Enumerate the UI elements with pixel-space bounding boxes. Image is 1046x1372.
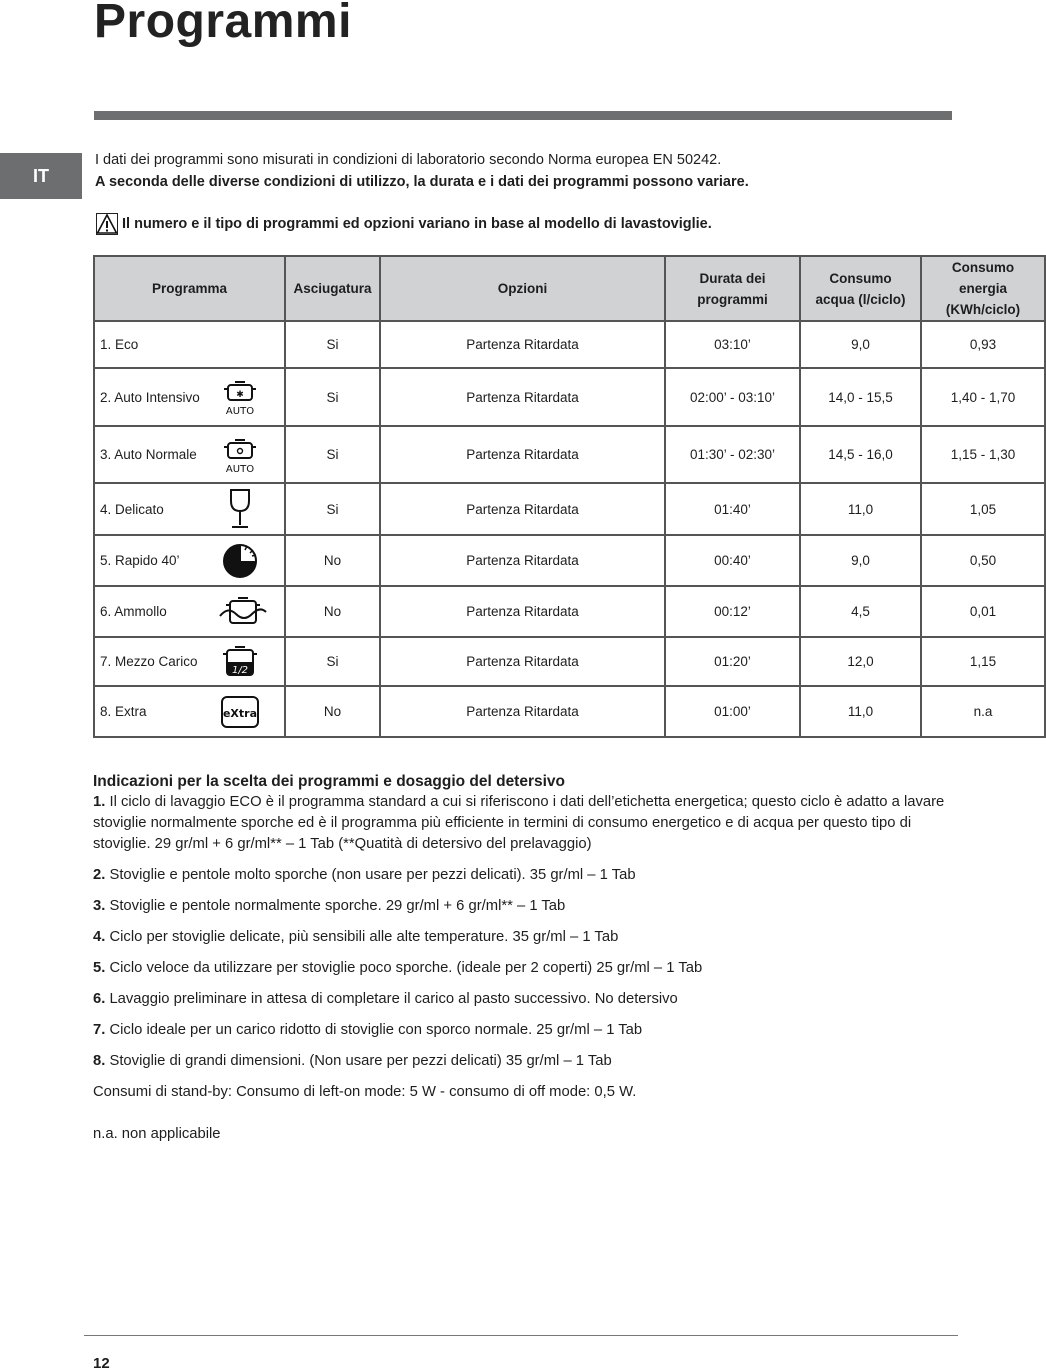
program-name: 6. Ammollo: [100, 604, 167, 619]
programs-table: [93, 255, 1046, 738]
note-item: 1. Il ciclo di lavaggio ECO è il programma standard a cui si riferiscono i dati dell’etichetta energetica; questo ciclo è adatto a lavare stoviglie normalmente sporche ed è il programma più efficiente in termini di consumo energetico e di acqua per questo tipo di stoviglie. 29 gr/ml + 6 gr/ml** – 1 Tab (**Quatità di detersivo del prelavaggio): [93, 794, 945, 852]
program-name: 3. Auto Normale: [100, 447, 197, 462]
na-note: n.a. non applicabile: [93, 1126, 221, 1142]
program-name: 7. Mezzo Carico: [100, 654, 198, 669]
dry-cell: No: [285, 586, 380, 637]
water-cell: 12,0: [800, 637, 921, 686]
option-cell: Partenza Ritardata: [380, 321, 665, 368]
duration-cell: 01:20’: [665, 637, 800, 686]
auto-normal-icon: [220, 435, 260, 475]
svg-text:AUTO: AUTO: [225, 463, 255, 475]
duration-cell: 01:40’: [665, 483, 800, 535]
extra-icon: [220, 695, 260, 729]
svg-text:eXtra: eXtra: [222, 706, 258, 720]
option-cell: Partenza Ritardata: [380, 368, 665, 426]
duration-cell: 03:10’: [665, 321, 800, 368]
svg-text:✱: ✱: [236, 390, 244, 400]
intro-line-1: I dati dei programmi sono misurati in condizioni di laboratorio secondo Norma europea EN 50242.: [95, 152, 722, 168]
note-item: 6. Lavaggio preliminare in attesa di completare il carico al pasto successivo. No detersivo: [93, 991, 678, 1007]
program-name: 8. Extra: [100, 704, 147, 719]
intro-line-2: A seconda delle diverse condizioni di utilizzo, la durata e i dati dei programmi possono variare.: [95, 174, 749, 190]
dry-cell: No: [285, 686, 380, 737]
language-tab: IT: [0, 153, 82, 199]
energy-cell: 0,93: [921, 321, 1045, 368]
header-asciugatura: Asciugatura: [285, 256, 380, 321]
warning-text: Il numero e il tipo di programmi ed opzioni variano in base al modello di lavastoviglie.: [122, 216, 712, 232]
duration-cell: 01:00’: [665, 686, 800, 737]
table-row: [94, 535, 1045, 586]
auto-intensive-icon: [220, 377, 260, 417]
option-cell: Partenza Ritardata: [380, 483, 665, 535]
energy-cell: 1,05: [921, 483, 1045, 535]
water-cell: 11,0: [800, 483, 921, 535]
warning-line: [96, 213, 712, 235]
note-item: 3. Stoviglie e pentole normalmente sporche. 29 gr/ml + 6 gr/ml** – 1 Tab: [93, 898, 566, 914]
wine-glass-icon: [220, 487, 260, 531]
title-rule: [94, 111, 952, 120]
header-durata: Durata dei programmi: [665, 256, 800, 321]
energy-cell: 0,01: [921, 586, 1045, 637]
table-row: [94, 637, 1045, 686]
note-item: 8. Stoviglie di grandi dimensioni. (Non usare per pezzi delicati) 35 gr/ml – 1 Tab: [93, 1053, 612, 1069]
option-cell: Partenza Ritardata: [380, 586, 665, 637]
note-item: 2. Stoviglie e pentole molto sporche (non usare per pezzi delicati). 35 gr/ml – 1 Tab: [93, 867, 636, 883]
svg-text:AUTO: AUTO: [225, 406, 255, 417]
svg-text:1/2: 1/2: [231, 664, 249, 676]
note-item: 4. Ciclo per stoviglie delicate, più sensibili alle alte temperature. 35 gr/ml – 1 Tab: [93, 929, 619, 945]
table-row: [94, 321, 1045, 368]
energy-cell: 1,40 - 1,70: [921, 368, 1045, 426]
header-opzioni: Opzioni: [380, 256, 665, 321]
page-title: Programmi: [94, 0, 352, 48]
energy-cell: n.a: [921, 686, 1045, 737]
notes-title: Indicazioni per la scelta dei programmi e dosaggio del detersivo: [93, 773, 566, 790]
duration-cell: 01:30’ - 02:30’: [665, 426, 800, 483]
table-row: [94, 426, 1045, 483]
half-load-icon: [220, 644, 260, 680]
program-name: 4. Delicato: [100, 501, 164, 517]
note-item: 7. Ciclo ideale per un carico ridotto di stoviglie con sporco normale. 25 gr/ml – 1 Tab: [93, 1022, 643, 1038]
water-cell: 14,5 - 16,0: [800, 426, 921, 483]
dry-cell: No: [285, 535, 380, 586]
standby-note: Consumi di stand-by: Consumo di left-on mode: 5 W - consumo di off mode: 0,5 W.: [93, 1084, 637, 1100]
duration-cell: 00:40’: [665, 535, 800, 586]
water-cell: 9,0: [800, 321, 921, 368]
warning-icon: [96, 213, 118, 235]
program-name: 2. Auto Intensivo: [100, 389, 200, 405]
table-row: [94, 368, 1045, 426]
option-cell: Partenza Ritardata: [380, 535, 665, 586]
dry-cell: Si: [285, 426, 380, 483]
water-cell: 14,0 - 15,5: [800, 368, 921, 426]
duration-cell: 02:00’ - 03:10’: [665, 368, 800, 426]
energy-cell: 1,15 - 1,30: [921, 426, 1045, 483]
note-item: 5. Ciclo veloce da utilizzare per stoviglie poco sporche. (ideale per 2 coperti) 25 gr/ml – 1 Tab: [93, 960, 703, 976]
energy-cell: 0,50: [921, 535, 1045, 586]
soak-pot-icon: [218, 594, 268, 630]
header-acqua: Consumo acqua (l/ciclo): [800, 256, 921, 321]
energy-cell: 1,15: [921, 637, 1045, 686]
program-name: 1. Eco: [94, 321, 285, 368]
table-header-row: [94, 256, 1045, 321]
table-row: [94, 483, 1045, 535]
header-programma: Programma: [94, 256, 285, 321]
option-cell: Partenza Ritardata: [380, 637, 665, 686]
program-name: 5. Rapido 40’: [100, 553, 180, 568]
dry-cell: Si: [285, 368, 380, 426]
dry-cell: Si: [285, 321, 380, 368]
table-row: [94, 586, 1045, 637]
rapid-clock-icon: [220, 541, 260, 581]
dry-cell: Si: [285, 637, 380, 686]
duration-cell: 00:12’: [665, 586, 800, 637]
header-energia: Consumo energia (KWh/ciclo): [921, 256, 1045, 321]
footer-rule: [84, 1335, 958, 1336]
option-cell: Partenza Ritardata: [380, 686, 665, 737]
page-number: 12: [93, 1355, 110, 1372]
table-row: [94, 686, 1045, 737]
option-cell: Partenza Ritardata: [380, 426, 665, 483]
dry-cell: Si: [285, 483, 380, 535]
water-cell: 9,0: [800, 535, 921, 586]
water-cell: 11,0: [800, 686, 921, 737]
water-cell: 4,5: [800, 586, 921, 637]
